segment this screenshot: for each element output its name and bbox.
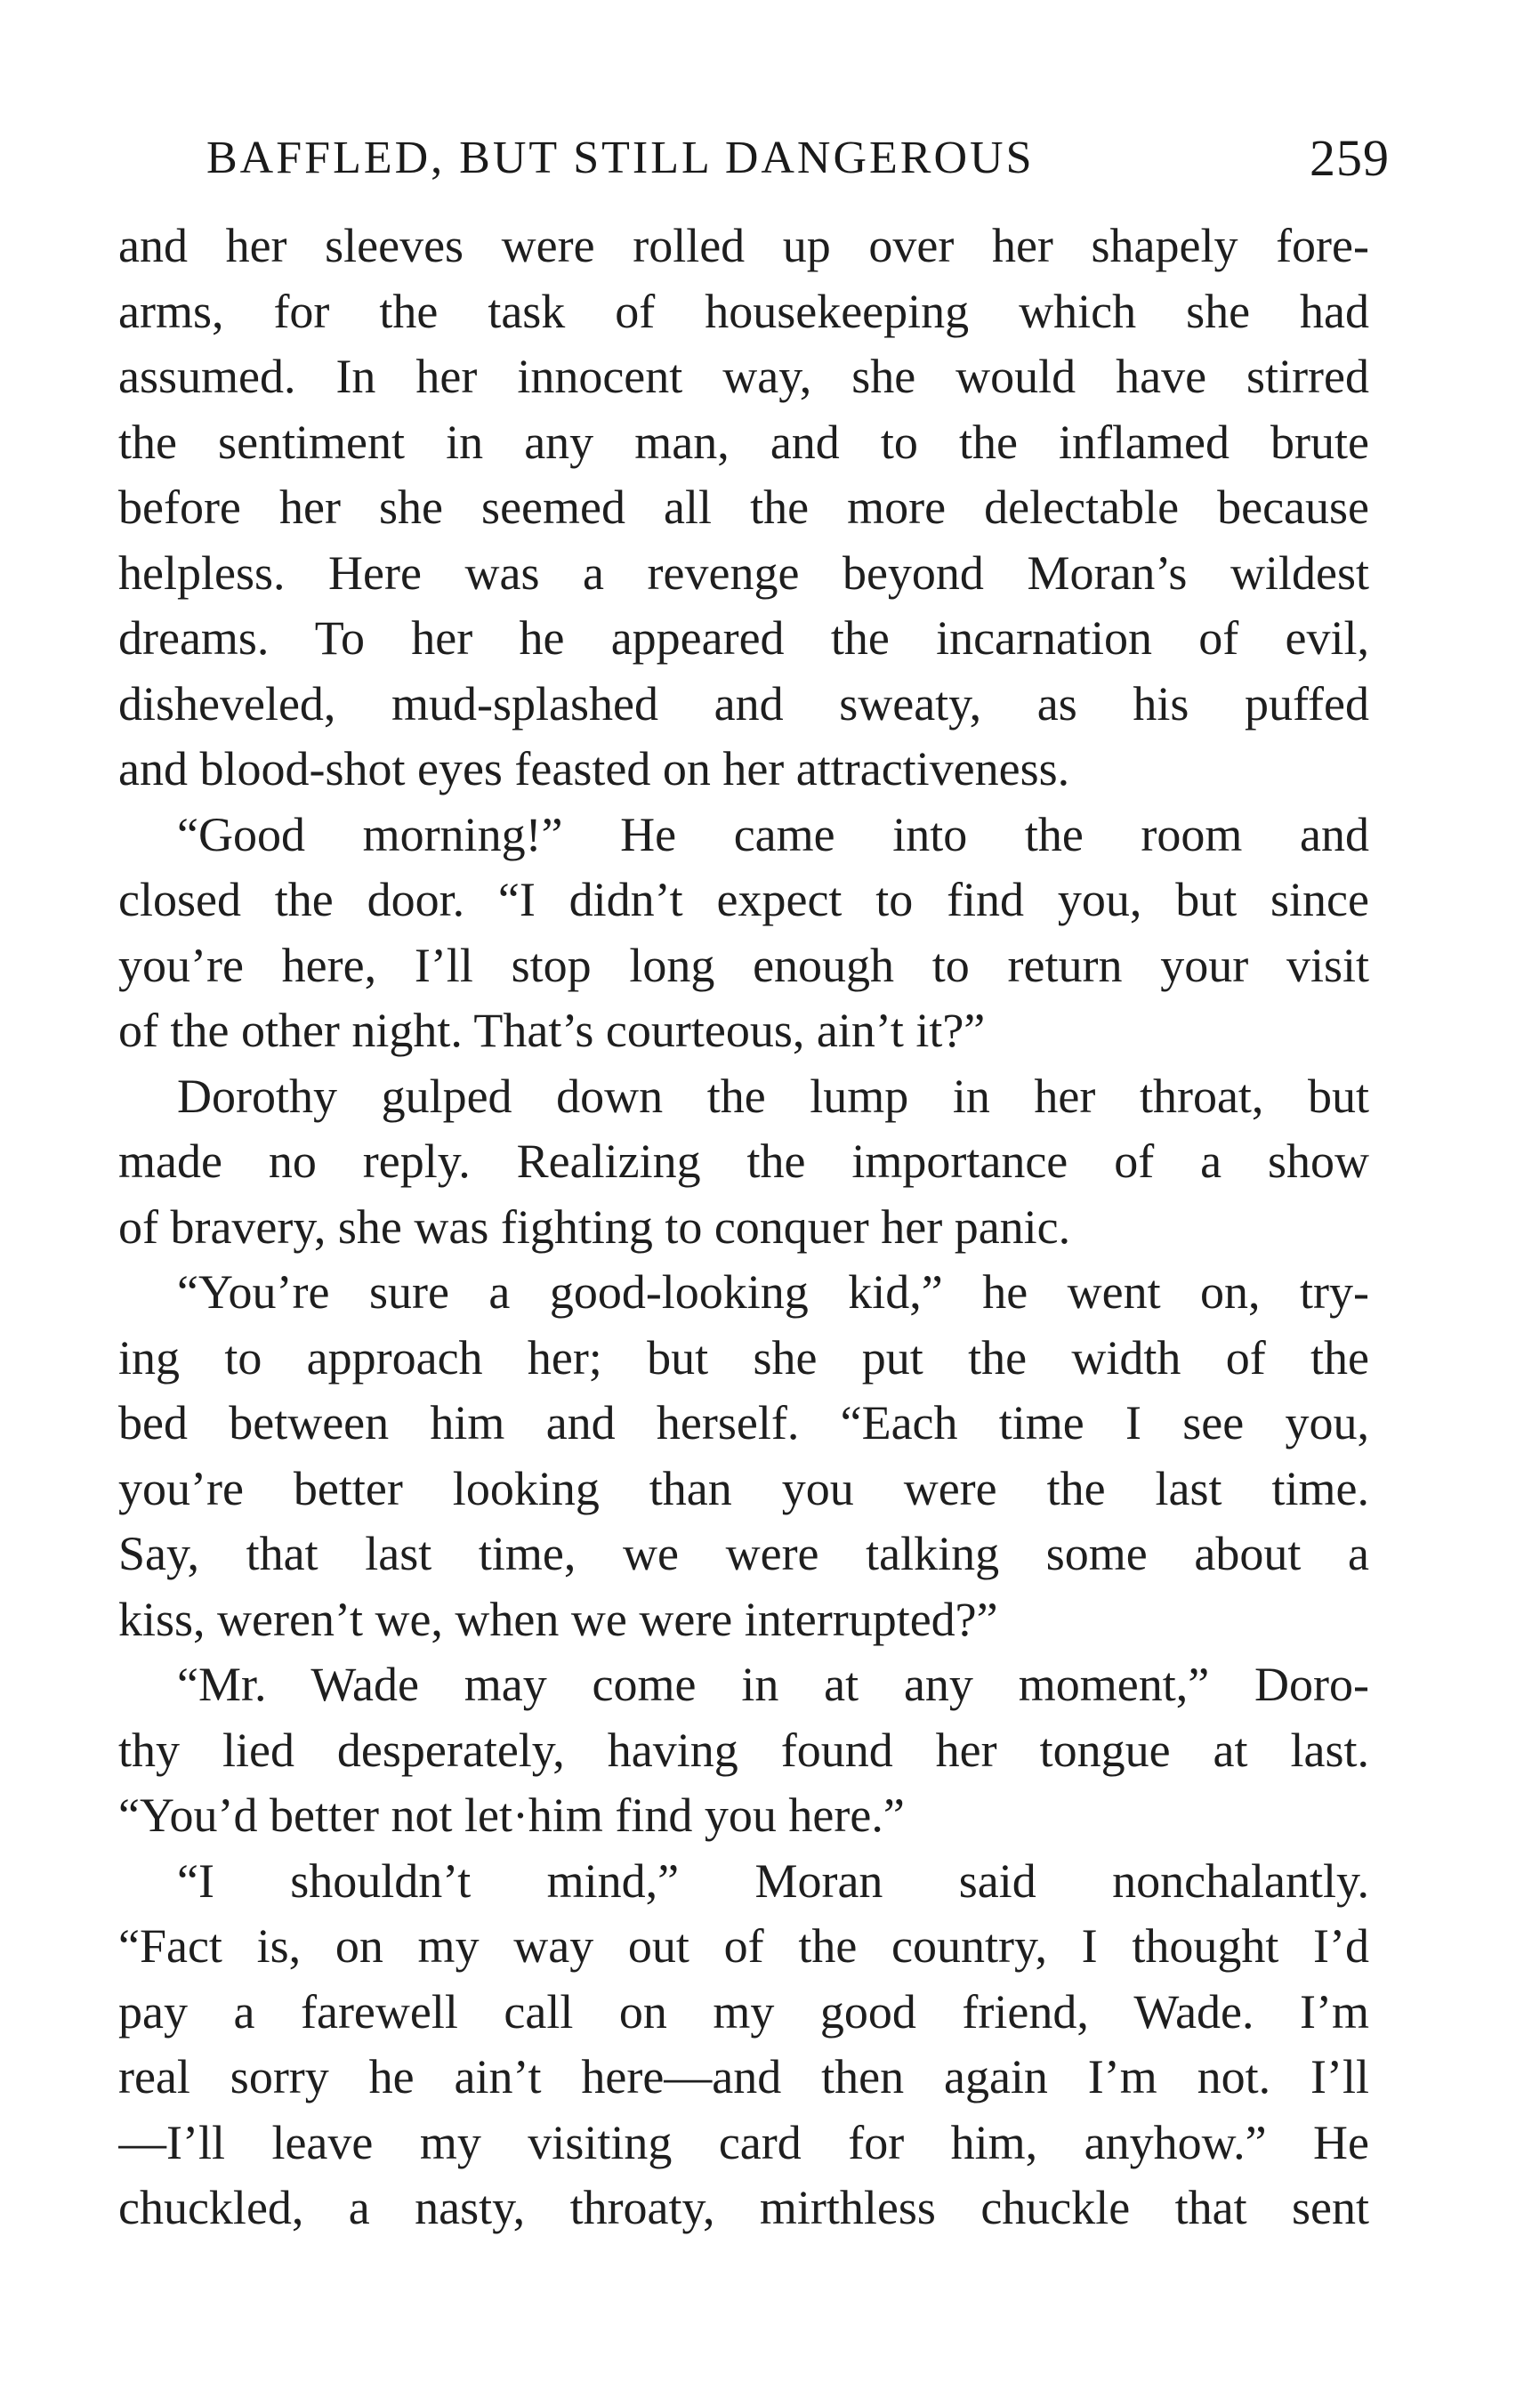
- text-line: of the other night. That’s courteous, ain’t it?”: [118, 1004, 986, 1057]
- text-line: —I’ll leave my visiting card for him, anyhow.” He: [118, 2115, 1369, 2169]
- text-line: kiss, weren’t we, when we were interrupted?”: [118, 1592, 998, 1646]
- text-line: “You’d better not let·him find you here.”: [118, 1788, 905, 1842]
- text-line: and blood-shot eyes feasted on her attractiveness.: [118, 742, 1070, 795]
- text-line: the sentiment in any man, and to the inflamed brute: [118, 415, 1369, 469]
- running-title: BAFFLED, BUT STILL DANGEROUS: [206, 133, 1035, 183]
- paragraph: [118, 1849, 1369, 2241]
- text-line: you’re here, I’ll stop long enough to return your visit: [118, 938, 1369, 992]
- page-number: 259: [1310, 129, 1390, 187]
- text-line: “Good morning!” He came into the room and: [177, 807, 1369, 861]
- text-line: before her she seemed all the more delectable because: [118, 480, 1369, 534]
- text-line: “I shouldn’t mind,” Moran said nonchalantly.: [177, 1853, 1369, 1908]
- text-line: Dorothy gulped down the lump in her throat, but: [177, 1069, 1369, 1123]
- text-line: closed the door. “I didn’t expect to find you, but since: [118, 873, 1369, 926]
- text-line: pay a farewell call on my good friend, Wade. I’m: [118, 1984, 1369, 2039]
- text-line: helpless. Here was a revenge beyond Moran’s wildest: [118, 545, 1369, 600]
- text-line: assumed. In her innocent way, she would have stirred: [118, 350, 1369, 403]
- text-line: and her sleeves were rolled up over her shapely fore-: [118, 219, 1369, 272]
- text-line: made no reply. Realizing the importance of a show: [118, 1134, 1369, 1188]
- text-line: of bravery, she was fighting to conquer her panic.: [118, 1199, 1071, 1254]
- text-line: bed between him and herself. “Each time I see you,: [118, 1396, 1369, 1449]
- text-line: dreams. To her he appeared the incarnation of evil,: [118, 611, 1369, 665]
- paragraph: [118, 803, 1369, 1064]
- text-line: arms, for the task of housekeeping which she had: [118, 284, 1369, 338]
- paragraph: [118, 214, 1369, 803]
- text-line: chuckled, a nasty, throaty, mirthless chuckle that sent: [118, 2181, 1369, 2234]
- text-line: “Fact is, on my way out of the country, I thought I’d: [118, 1919, 1369, 1973]
- text-line: you’re better looking than you were the last time.: [118, 1461, 1369, 1515]
- body-text: [118, 214, 1369, 2241]
- text-line: real sorry he ain’t here—and then again I’m not. I’ll: [118, 2050, 1369, 2103]
- text-line: “Mr. Wade may come in at any moment,” Doro-: [177, 1658, 1369, 1711]
- paragraph: [118, 1652, 1369, 1849]
- paragraph: [118, 1064, 1369, 1261]
- text-line: disheveled, mud-splashed and sweaty, as his puffed: [118, 676, 1369, 731]
- text-line: thy lied desperately, having found her tongue at last.: [118, 1723, 1369, 1777]
- paragraph: [118, 1260, 1369, 1652]
- text-line: Say, that last time, we were talking some about a: [118, 1527, 1369, 1580]
- running-head: [206, 123, 1390, 194]
- text-line: “You’re sure a good-looking kid,” he went on, try-: [177, 1265, 1369, 1319]
- text-line: ing to approach her; but she put the width of the: [118, 1330, 1369, 1385]
